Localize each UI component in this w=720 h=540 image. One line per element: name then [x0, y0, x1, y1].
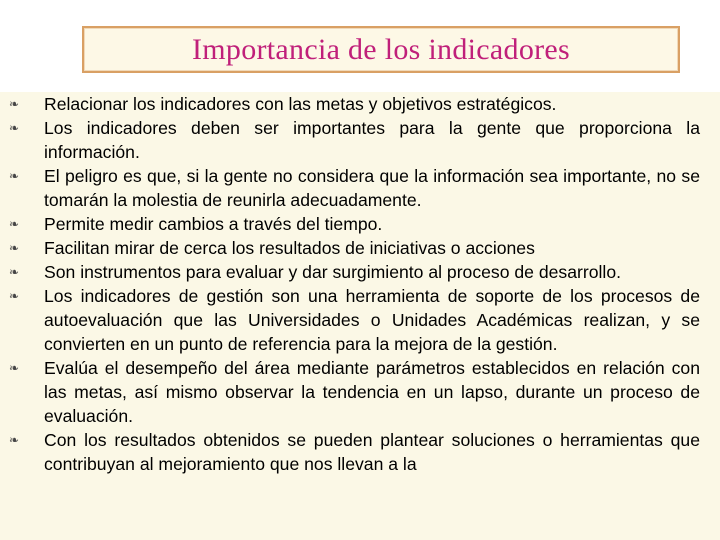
slide-title-box: [82, 26, 680, 73]
bullet-item: [8, 284, 700, 356]
slide-content: [0, 92, 720, 540]
bullet-text: Los indicadores de gestión son una herramienta de soporte de los procesos de autoevaluación que las Universidades o Unidades Académicas realizan, y se convierten en un punto de referencia para la mejora de la gestión.: [44, 286, 700, 354]
bullet-text: Son instrumentos para evaluar y dar surgimiento al proceso de desarrollo.: [44, 262, 621, 282]
bullet-text: El peligro es que, si la gente no considera que la información sea importante, no se tomarán la molestia de reunirla adecuadamente.: [44, 166, 700, 210]
bullet-marker-icon: ❧: [8, 97, 20, 111]
bullet-marker-icon: ❧: [8, 265, 20, 279]
bullet-marker-icon: ❧: [8, 241, 20, 255]
bullet-marker-icon: ❧: [8, 289, 20, 303]
bullet-item: [8, 212, 700, 236]
bullet-item: [8, 236, 700, 260]
bullet-item: [8, 428, 700, 476]
bullet-item: [8, 260, 700, 284]
bullet-marker-icon: ❧: [8, 217, 20, 231]
bullet-item: [8, 92, 700, 116]
bullet-marker-icon: ❧: [8, 361, 20, 375]
bullet-marker-icon: ❧: [8, 433, 20, 447]
bullet-marker-icon: ❧: [8, 169, 20, 183]
bullet-item: [8, 356, 700, 428]
bullet-text: Permite medir cambios a través del tiempo.: [44, 214, 383, 234]
bullet-text: Facilitan mirar de cerca los resultados de iniciativas o acciones: [44, 238, 535, 258]
bullet-text: Relacionar los indicadores con las metas y objetivos estratégicos.: [44, 94, 557, 114]
bullet-marker-icon: ❧: [8, 121, 20, 135]
bullet-list: [8, 92, 700, 476]
slide-title: Importancia de los indicadores: [191, 32, 571, 66]
bullet-text: Evalúa el desempeño del área mediante parámetros establecidos en relación con las metas, así mismo observar la tendencia en un lapso, durante un proceso de evaluación.: [44, 358, 700, 426]
bullet-item: [8, 164, 700, 212]
bullet-text: Con los resultados obtenidos se pueden plantear soluciones o herramientas que contribuyan al mejoramiento que nos llevan a la: [44, 430, 700, 474]
bullet-item: [8, 116, 700, 164]
bullet-text: Los indicadores deben ser importantes para la gente que proporciona la información.: [44, 118, 700, 162]
